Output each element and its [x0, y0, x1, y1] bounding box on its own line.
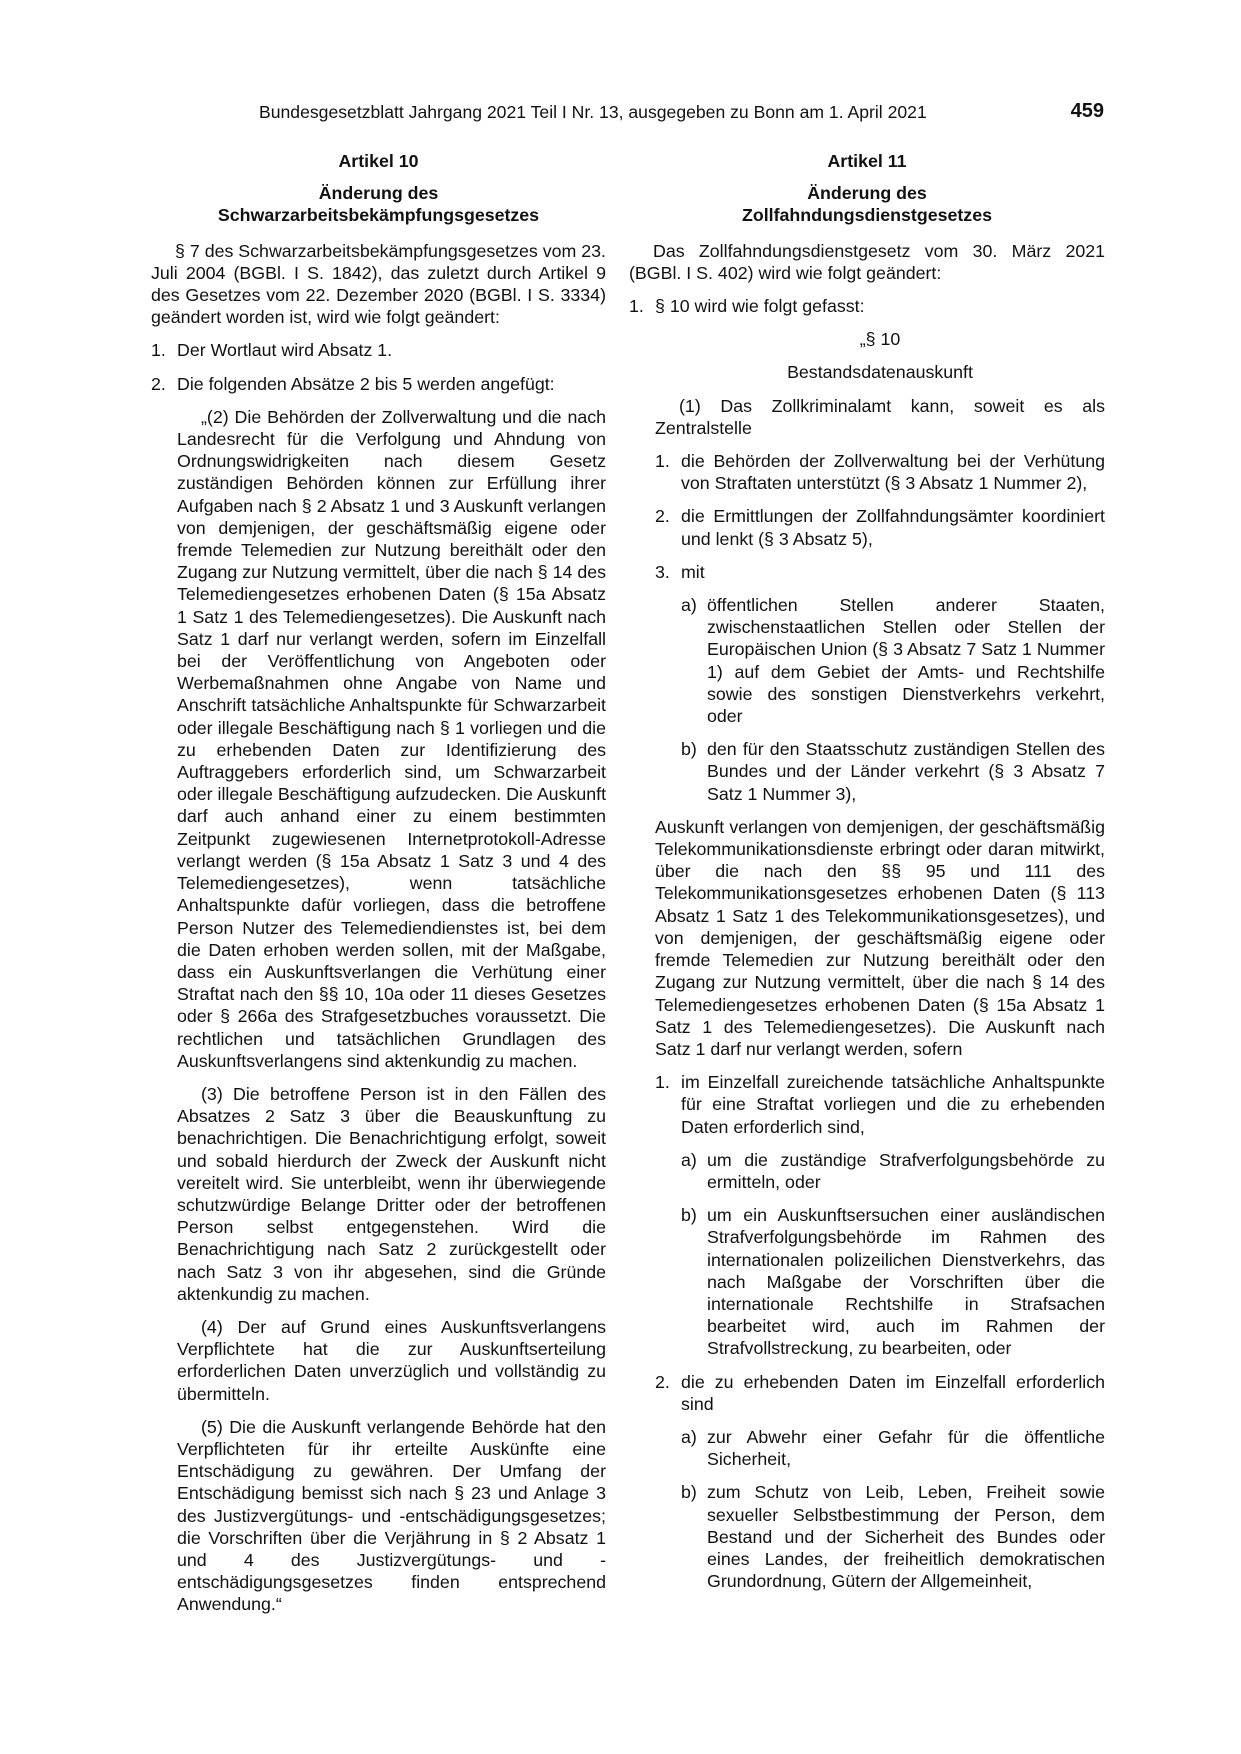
- paragraph-3: (3) Die betroffene Person ist in den Fällen des Absatzes 2 Satz 3 über die Beauskunftung zu benachrichtigen. Die Benachrichtigung erfolgt, soweit und sobald hierdurch der Zweck der Auskunft nicht vereitelt wird. Sie unterbleibt, wenn ihr überwiegende schutzwürdige Belange Dritter oder der betroffenen Person selbst entgegenstehen. Wird die Benachrichtigung nach Satz 2 zurückgestellt oder nach Satz 3 von ihr abgesehen, sind die Gründe aktenkundig zu machen.: [177, 1083, 606, 1304]
- article-title: [629, 182, 1105, 226]
- running-title: Bundesgesetzblatt Jahrgang 2021 Teil I Nr. 13, ausgegeben zu Bonn am 1. April 2021: [259, 102, 927, 122]
- section-title: Bestandsdatenauskunft: [787, 362, 973, 383]
- list-item-text: im Einzelfall zureichende tatsächliche Anhaltspunkte für eine Straftat vorliegen und die zu erhebenden Daten erforderlich sind,: [681, 1072, 1105, 1137]
- list-item-number: 1.: [655, 1072, 670, 1093]
- list-item-text: mit: [681, 561, 705, 582]
- sub-list-item-text: den für den Staatsschutz zuständigen Stellen des Bundes und der Länder verkehrt (§ 3 Absatz 7 Satz 1 Nummer 3),: [707, 739, 1105, 804]
- list-item: [629, 295, 1105, 317]
- article-title-line-1: Änderung des: [807, 183, 927, 204]
- paragraph-2: „(2) Die Behörden der Zollverwaltung und die nach Landesrecht für die Verfolgung und Ahndung von Ordnungswidrigkeiten nach diesem Gesetz zuständigen Behörden können zur Erfüllung ihrer Aufgaben nach § 2 Absatz 1 und 3 Auskunft verlangen von demjenigen, der geschäftsmäßig eigene oder fremde Telemedien zur Nutzung bereithält oder den Zugang zur Nutzung vermittelt, über die nach § 14 des Telemediengesetzes erhobenen Daten (§ 15a Absatz 1 Satz 1 des Telemediengesetzes). Die Auskunft nach Satz 1 darf nur verlangt werden, sofern im Einzelfall bei der Veröffentlichung von Angeboten oder Werbemaßnahmen ohne Angabe von Name und Anschrift tatsächliche Anhaltspunkte für Schwarzarbeit oder illegale Beschäftigung nach § 1 vorliegen und die zu erhebenden Daten zur Identifizierung des Auftraggebers erforderlich sind, um Schwarzarbeit oder illegale Beschäftigung aufzudecken. Die Auskunft darf auch anhand einer zu einem bestimmten Zeitpunkt zugewiesenen Internetprotokoll-Adresse verlangt werden (§ 15a Absatz 1 Satz 3 und 4 des Telemediengesetzes), wenn tatsächliche Anhaltspunkte dafür vorliegen, dass die betroffene Person Nutzer des Telemediendienstes ist, bei dem die Daten erhoben werden sollen, mit der Maßgabe, dass ein Auskunftsverlangen die Verhütung einer Straftat nach den §§ 10, 10a oder 11 dieses Gesetzes oder § 266a des Strafgesetzbuches voraussetzt. Die rechtlichen und tatsächlichen Grundlagen des Auskunftsverlangens sind aktenkundig zu machen.: [177, 406, 607, 1071]
- list-item-number: 1.: [655, 451, 670, 472]
- sub-list-item: [655, 1426, 1105, 1470]
- right-column: [629, 150, 1105, 1603]
- paragraph-1-intro: (1) Das Zollkriminalamt kann, soweit es als Zentralstelle: [655, 395, 1105, 438]
- sub-list-item-text: zur Abwehr einer Gefahr für die öffentliche Sicherheit,: [707, 1426, 1105, 1470]
- page-number: 459: [1070, 100, 1104, 122]
- article-heading: Artikel 11: [827, 151, 907, 171]
- list-item-number: 2.: [151, 373, 166, 394]
- list-item: [655, 1071, 1105, 1138]
- left-column: [151, 150, 606, 1627]
- paragraph-5: (5) Die die Auskunft verlangende Behörde hat den Verpflichteten für ihr erteilte Auskünfte eine Entschädigung zu gewähren. Der Umfang der Entschädigung bemisst sich nach § 23 und Anlage 3 des Justizvergütungs- und -entschädigungsgesetzes; die Vorschriften über die Verjährung in § 2 Absatz 1 und 4 des Justizvergütungs- und -entschädigungsgesetzes finden entsprechend Anwendung.“: [177, 1416, 606, 1615]
- list-item: [655, 561, 1105, 583]
- article-title-line-1: Änderung des: [318, 183, 439, 204]
- sub-list-item-text: zum Schutz von Leib, Leben, Freiheit sowie sexueller Selbstbestimmung der Person, dem Bestand und der Sicherheit des Bundes oder eines Landes, der freiheitlich demokratischen Grundordnung, Gütern der Allgemeinheit,: [707, 1482, 1105, 1592]
- sub-list-item: [655, 594, 1105, 727]
- section-number: „§ 10: [859, 329, 901, 350]
- list-item: [655, 1371, 1105, 1415]
- list-item-text: die Ermittlungen der Zollfahndungsämter koordiniert und lenkt (§ 3 Absatz 5),: [681, 506, 1105, 549]
- sub-list-item: [655, 1204, 1105, 1359]
- list-item: [151, 373, 606, 395]
- article-title-line-2: Zollfahndungsdienstgesetzes: [742, 205, 992, 226]
- list-item-number: 3.: [655, 561, 670, 582]
- sub-list-item: [655, 1481, 1105, 1592]
- new-section: [629, 328, 1105, 1592]
- list-item-number: 2.: [655, 1371, 670, 1392]
- sub-list-item-letter: a): [681, 595, 697, 616]
- sub-list-item-letter: b): [681, 1205, 697, 1226]
- list-item: [655, 450, 1105, 494]
- amendment-intro: § 7 des Schwarzarbeitsbekämpfungsgesetzes vom 23. Juli 2004 (BGBl. I S. 1842), das zuletzt durch Artikel 9 des Gesetzes vom 22. Dezember 2020 (BGBl. I S. 3334) geändert worden ist, wird wie folgt geändert:: [151, 240, 606, 328]
- sub-list-item: [655, 738, 1105, 805]
- sub-list-item-letter: a): [681, 1426, 697, 1447]
- article-title-line-2: Schwarzarbeitsbekämpfungsgesetzes: [217, 205, 540, 226]
- list-item-number: 1.: [629, 296, 644, 317]
- list-item-text: Der Wortlaut wird Absatz 1.: [177, 340, 393, 361]
- list-item-text: § 10 wird wie folgt gefasst:: [655, 296, 865, 317]
- list-item-text: die Behörden der Zollverwaltung bei der Verhütung von Straftaten unterstützt (§ 3 Absatz 1 Nummer 2),: [681, 451, 1105, 494]
- list-item: [655, 505, 1105, 549]
- running-header: [259, 100, 1104, 124]
- list-item-text: die zu erhebenden Daten im Einzelfall erforderlich sind: [681, 1371, 1105, 1414]
- list-item-number: 2.: [655, 506, 670, 527]
- amendment-intro: Das Zollfahndungsdienstgesetz vom 30. März 2021 (BGBl. I S. 402) wird wie folgt geändert:: [629, 240, 1105, 283]
- article-title: [151, 182, 606, 226]
- sub-list-item: [655, 1149, 1105, 1193]
- sub-list-item-text: öffentlichen Stellen anderer Staaten, zwischenstaatlichen Stellen oder Stellen der Europäischen Union (§ 3 Absatz 7 Satz 1 Nummer 1) auf dem Gebiet der Amts- und Rechtshilfe sowie des sonstigen Dienstverkehrs verkehrt, oder: [707, 595, 1105, 727]
- sub-list-item-text: um ein Auskunftsersuchen einer ausländischen Strafverfolgungsbehörde im Rahmen des internationalen polizeilichen Dienstverkehrs, das nach Maßgabe der Vorschriften über die internationale Rechtshilfe in Strafsachen bearbeitet wird, auch im Rahmen der Strafvollstreckung, zu bearbeiten, oder: [707, 1205, 1105, 1359]
- sub-list-item-text: um die zuständige Strafverfolgungsbehörde zu ermitteln, oder: [707, 1149, 1105, 1192]
- list-item-number: 1.: [151, 340, 166, 361]
- article-heading: Artikel 10: [338, 151, 419, 171]
- list-item: [151, 339, 606, 361]
- sub-list-item-letter: a): [681, 1149, 697, 1170]
- sub-list-item-letter: b): [681, 1482, 697, 1503]
- inserted-paragraphs: [151, 406, 606, 1616]
- paragraph-1-body: Auskunft verlangen von demjenigen, der geschäftsmäßig Telekommunikationsdienste erbringt oder daran mitwirkt, über die nach den §§ 95 und 111 des Telekommunikationsgesetzes erhobenen Daten (§ 113 Absatz 1 Satz 1 des Telekommunikationsgesetzes), und von demjenigen, der geschäftsmäßig eigene oder fremde Telemedien zur Nutzung bereithält oder den Zugang zur Nutzung vermittelt, über die nach § 14 des Telemediengesetzes erhobenen Daten (§ 15a Absatz 1 Satz 1 des Telemediengesetzes). Die Auskunft nach Satz 1 darf nur verlangt werden, sofern: [655, 816, 1105, 1059]
- paragraph-4: (4) Der auf Grund eines Auskunftsverlangens Verpflichtete hat die zur Auskunftserteilung erforderlichen Daten unverzüglich und vollständig zu übermitteln.: [177, 1316, 606, 1404]
- sub-list-item-letter: b): [681, 739, 697, 760]
- list-item-text: Die folgenden Absätze 2 bis 5 werden angefügt:: [177, 373, 555, 394]
